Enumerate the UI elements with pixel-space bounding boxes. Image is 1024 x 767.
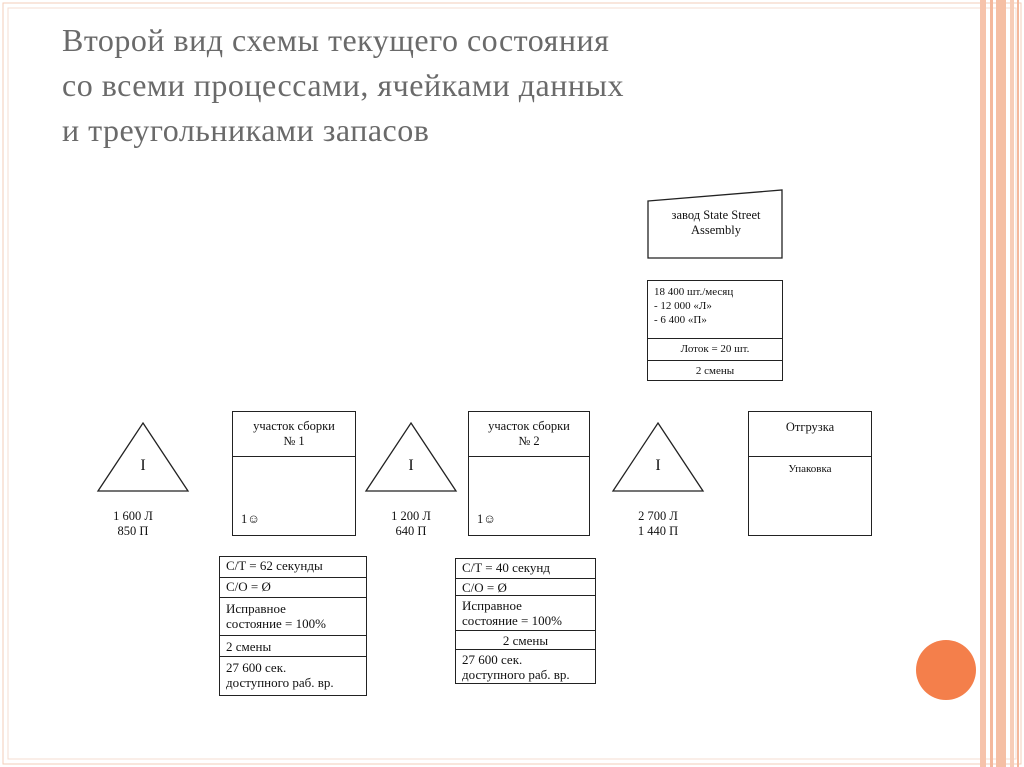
inventory-1-label bbox=[93, 509, 173, 539]
inventory-1-right: 850 П bbox=[117, 524, 149, 538]
process-1-ct: C/T = 62 секунды bbox=[226, 558, 323, 573]
process-1-uptime-line1: Исправное bbox=[226, 601, 286, 616]
process-2-name-line2: № 2 bbox=[518, 434, 540, 448]
process-1-shifts: 2 смены bbox=[220, 635, 366, 656]
process-2-ct: C/T = 40 секунд bbox=[462, 560, 550, 575]
inventory-2-left: 1 200 Л bbox=[391, 509, 431, 523]
customer-name-line2: Assembly bbox=[691, 223, 741, 237]
process-2-operator-icon: 1☺ bbox=[477, 512, 497, 526]
inventory-3-left: 2 700 Л bbox=[638, 509, 678, 523]
process-box-1 bbox=[232, 411, 356, 536]
process-2-uptime bbox=[456, 595, 595, 630]
inventory-2-right: 640 П bbox=[395, 524, 427, 538]
process-2-co: C/O = Ø bbox=[456, 578, 595, 595]
shipping-header: Отгрузка bbox=[749, 412, 871, 457]
slide-title bbox=[62, 18, 922, 153]
process-1-name-line2: № 1 bbox=[283, 434, 305, 448]
process-box-2 bbox=[468, 411, 590, 536]
inventory-2-symbol: I bbox=[408, 457, 414, 474]
demand-total: 18 400 шт./месяц bbox=[654, 286, 734, 298]
demand-right: - 6 400 «П» bbox=[654, 314, 707, 326]
process-2-header bbox=[469, 412, 589, 457]
demand-left: - 12 000 «Л» bbox=[654, 300, 712, 312]
process-1-available bbox=[220, 656, 366, 695]
shipping-box bbox=[748, 411, 872, 536]
process-1-data-box bbox=[219, 556, 367, 696]
customer-name bbox=[650, 208, 782, 238]
customer-tray-cell: Лоток = 20 шт. bbox=[648, 338, 782, 360]
inventory-1-left: 1 600 Л bbox=[113, 509, 153, 523]
process-1-name-line1: участок сборки bbox=[253, 419, 335, 433]
process-2-available-line1: 27 600 сек. bbox=[462, 652, 523, 667]
customer-demand-cell bbox=[648, 281, 782, 338]
decorative-circle bbox=[916, 640, 976, 700]
customer-data-box bbox=[647, 280, 783, 381]
title-line-3: и треугольниками запасов bbox=[62, 112, 430, 148]
process-1-uptime-line2: состояние = 100% bbox=[226, 616, 326, 631]
process-2-available bbox=[456, 649, 595, 683]
process-1-uptime bbox=[220, 597, 366, 635]
process-1-available-line2: доступного раб. вр. bbox=[226, 675, 334, 690]
process-1-available-line1: 27 600 сек. bbox=[226, 660, 287, 675]
process-2-available-line2: доступного раб. вр. bbox=[462, 667, 570, 682]
inventory-1-symbol: I bbox=[140, 457, 146, 474]
process-2-name-line1: участок сборки bbox=[488, 419, 570, 433]
process-2-shifts: 2 смены bbox=[456, 630, 595, 649]
process-2-uptime-line2: состояние = 100% bbox=[462, 613, 562, 628]
title-line-2: со всеми процессами, ячейками данных bbox=[62, 67, 624, 103]
process-1-header bbox=[233, 412, 355, 457]
customer-shifts-cell: 2 смены bbox=[648, 360, 782, 380]
inventory-2-label bbox=[371, 509, 451, 539]
process-1-co: C/O = Ø bbox=[220, 577, 366, 597]
inventory-3-symbol: I bbox=[655, 457, 661, 474]
process-2-uptime-line1: Исправное bbox=[462, 598, 522, 613]
process-1-operator-icon: 1☺ bbox=[241, 512, 261, 526]
inventory-3-right: 1 440 П bbox=[637, 524, 679, 538]
title-line-1: Второй вид схемы текущего состояния bbox=[62, 22, 610, 58]
shipping-sub: Упаковка bbox=[788, 463, 832, 475]
process-2-data-box bbox=[455, 558, 596, 684]
inventory-3-label bbox=[618, 509, 698, 539]
customer-name-line1: завод State Street bbox=[671, 208, 761, 222]
